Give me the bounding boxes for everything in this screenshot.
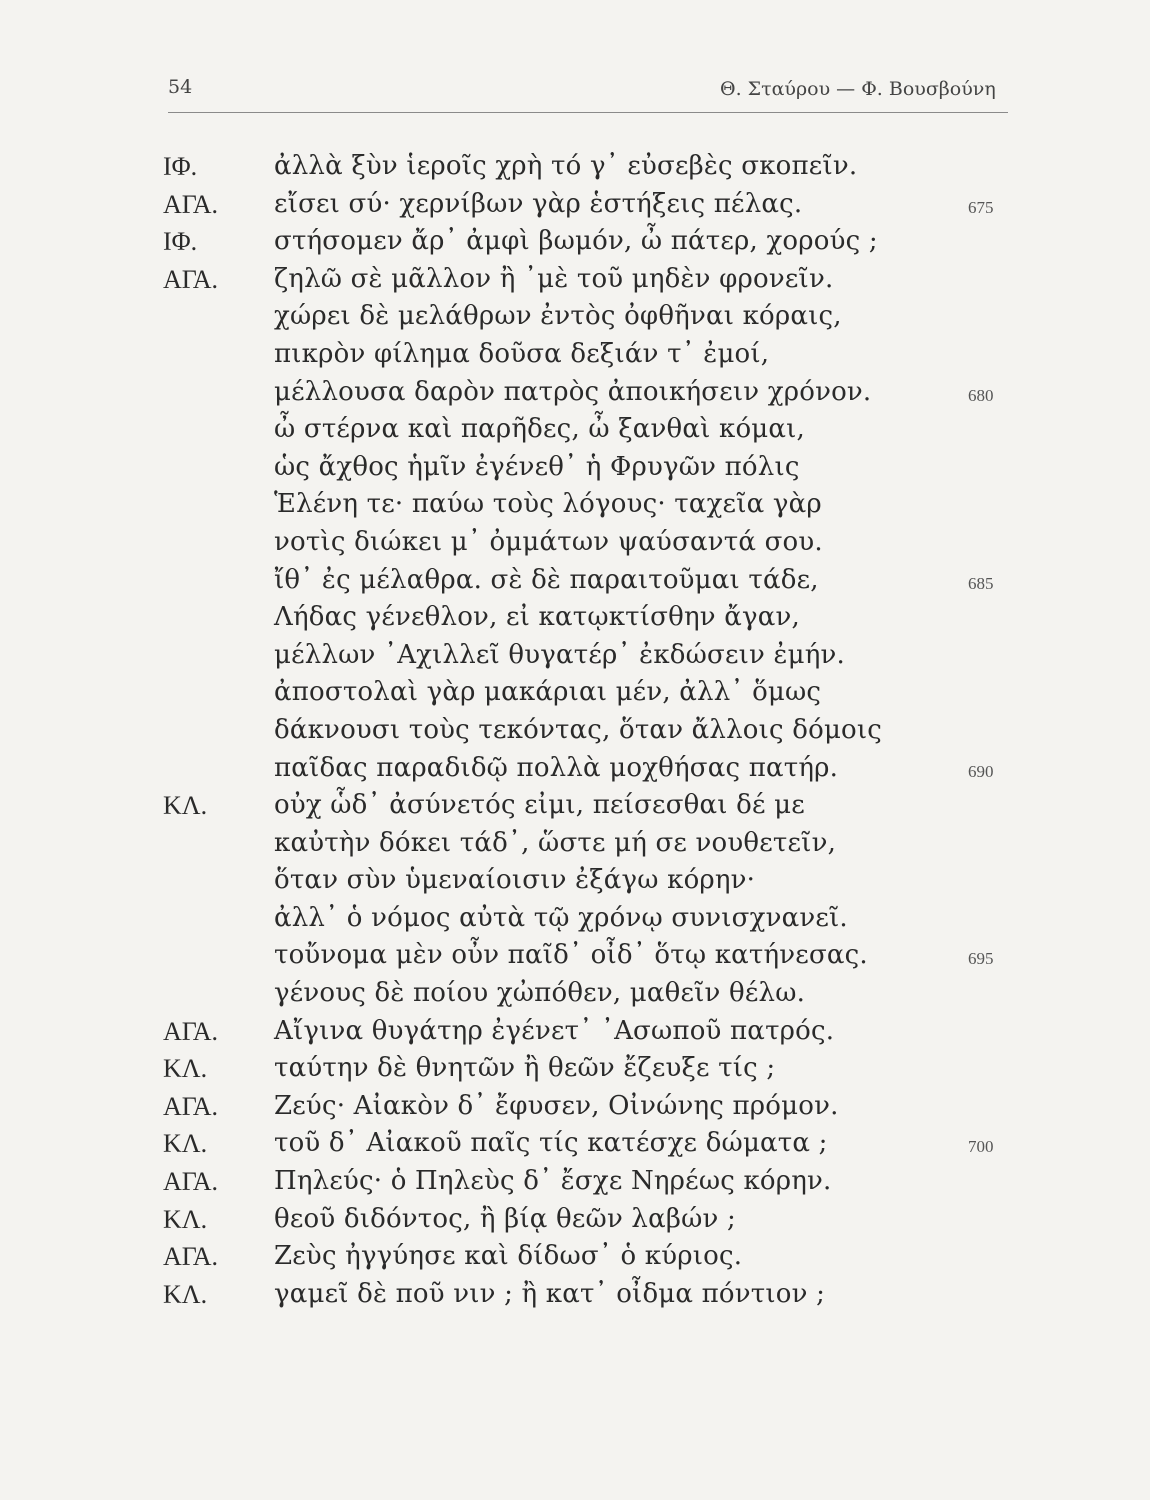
running-head: Θ. Σταύρου — Φ. Βουσβούνη	[720, 78, 996, 100]
verse-line	[0, 750, 1150, 788]
line-number: 690	[968, 761, 994, 781]
verse-line	[0, 223, 1150, 261]
line-number: 675	[968, 197, 994, 217]
verse-text: ὦ στέρνα καὶ παρῆδες, ὦ ξανθαὶ κόμαι,	[274, 414, 806, 445]
line-number: 685	[968, 573, 994, 593]
verse-line	[0, 261, 1150, 299]
verse-text: ταύτην δὲ θνητῶν ἢ θεῶν ἔζευξε τίς ;	[274, 1053, 776, 1084]
speaker-label: ΑΓΑ.	[163, 1016, 219, 1046]
speaker-label: ΚΛ.	[163, 1204, 208, 1234]
verse-line	[0, 787, 1150, 825]
verse-line	[0, 1163, 1150, 1201]
line-number: 695	[968, 949, 994, 969]
verse-line	[0, 374, 1150, 412]
verse-line	[0, 825, 1150, 863]
verse-line	[0, 1050, 1150, 1088]
speaker-label: ΑΓΑ.	[163, 189, 219, 219]
verse-text: μέλλων ᾽Αχιλλεῖ θυγατέρ᾽ ἐκδώσειν ἐμήν.	[274, 639, 846, 670]
verse-text: ὡς ἄχθος ἡμῖν ἐγένεθ᾽ ἡ Φρυγῶν πόλις	[274, 451, 800, 482]
speaker-label: ΑΓΑ.	[163, 1091, 219, 1121]
speaker-label: ΚΛ.	[163, 1054, 208, 1084]
verse-text: Αἴγινα θυγάτηρ ἐγένετ᾽ ᾽Ασωποῦ πατρός.	[274, 1015, 835, 1046]
verse-text: Πηλεύς· ὁ Πηλεὺς δ᾽ ἔσχε Νηρέως κόρην.	[274, 1166, 832, 1197]
verse-line	[0, 1201, 1150, 1239]
verse-line	[0, 1013, 1150, 1051]
speaker-label: ΑΓΑ.	[163, 1242, 219, 1272]
verse-text: στήσομεν ἄρ᾽ ἀμφὶ βωμόν, ὦ πάτερ, χορούς ;	[274, 226, 878, 257]
verse-line	[0, 674, 1150, 712]
verse-line	[0, 562, 1150, 600]
speaker-label: ΙΦ.	[163, 152, 198, 181]
verse-line	[0, 599, 1150, 637]
speaker-label: ΚΛ.	[163, 791, 208, 821]
verse-line	[0, 449, 1150, 487]
verse-text: οὐχ ὧδ᾽ ἀσύνετός εἰμι, πείσεσθαι δέ με	[274, 790, 805, 821]
verse-text: Ζεὺς ἠγγύησε καὶ δίδωσ᾽ ὁ κύριος.	[274, 1241, 743, 1272]
verse-line	[0, 637, 1150, 675]
verse-line	[0, 298, 1150, 336]
verse-line	[0, 411, 1150, 449]
verse-line	[0, 336, 1150, 374]
line-number: 680	[968, 385, 994, 405]
verse-text: γαμεῖ δὲ ποῦ νιν ; ἢ κατ᾽ οἶδμα πόντιον ;	[274, 1278, 826, 1309]
line-number: 700	[968, 1137, 994, 1157]
speaker-label: ΚΛ.	[163, 1279, 208, 1309]
verse-text: ἀποστολαὶ γὰρ μακάριαι μέν, ἀλλ᾽ ὅμως	[274, 677, 822, 708]
verse-text: εἴσει σύ· χερνίβων γὰρ ἑστήξεις πέλας.	[274, 188, 803, 219]
header-rule	[168, 112, 1008, 113]
verse-text: πικρὸν φίλημα δοῦσα δεξιάν τ᾽ ἐμοί,	[274, 338, 770, 369]
verse-line	[0, 1088, 1150, 1126]
verse-text: παῖδας παραδιδῷ πολλὰ μοχθήσας πατήρ.	[274, 752, 839, 783]
verse-line	[0, 712, 1150, 750]
verse-line	[0, 524, 1150, 562]
verse-text: νοτὶς διώκει μ᾽ ὀμμάτων ψαύσαντά σου.	[274, 526, 823, 557]
verse-text: τοὔνομα μὲν οὖν παῖδ᾽ οἶδ᾽ ὅτῳ κατήνεσας.	[274, 940, 868, 971]
verse-text: ἀλλὰ ξὺν ἱεροῖς χρὴ τό γ᾽ εὐσεβὲς σκοπεῖν.	[274, 151, 858, 181]
verse-text: ζηλῶ σὲ μᾶλλον ἢ ᾽μὲ τοῦ μηδὲν φρονεῖν.	[274, 263, 834, 294]
verse-line	[0, 486, 1150, 524]
verse-line	[0, 1238, 1150, 1276]
verse-text: μέλλουσα δαρὸν πατρὸς ἀποικήσειν χρόνον.	[274, 376, 872, 407]
verse-line	[0, 1276, 1150, 1314]
speaker-label: ΙΦ.	[163, 227, 198, 257]
verse-line	[0, 1125, 1150, 1163]
verse-line	[0, 148, 1150, 186]
verse-text: γένους δὲ ποίου χὠπόθεν, μαθεῖν θέλω.	[274, 978, 806, 1009]
verse-line	[0, 975, 1150, 1013]
verse-text: ἀλλ᾽ ὁ νόμος αὐτὰ τῷ χρόνῳ συνισχνανεῖ.	[274, 902, 848, 933]
verse-lines	[0, 148, 1150, 1313]
verse-text: ἴθ᾽ ἐς μέλαθρα. σὲ δὲ παραιτοῦμαι τάδε,	[274, 564, 819, 595]
verse-text: Λήδας γένεθλον, εἰ κατῳκτίσθην ἄγαν,	[274, 602, 800, 633]
verse-text: Ἑλένη τε· παύω τοὺς λόγους· ταχεῖα γὰρ	[274, 489, 822, 520]
verse-line	[0, 862, 1150, 900]
verse-text: χώρει δὲ μελάθρων ἐντὸς ὀφθῆναι κόραις,	[274, 301, 842, 332]
page-number: 54	[168, 76, 193, 98]
verse-text: καὐτὴν δόκει τάδ᾽, ὥστε μή σε νουθετεῖν,	[274, 827, 837, 858]
verse-text: ὅταν σὺν ὑμεναίοισιν ἐξάγω κόρην·	[274, 865, 756, 896]
verse-line	[0, 186, 1150, 224]
speaker-label: ΑΓΑ.	[163, 1167, 219, 1197]
verse-text: θεοῦ διδόντος, ἢ βίᾳ θεῶν λαβών ;	[274, 1203, 736, 1234]
verse-text: Ζεύς· Αἰακὸν δ᾽ ἔφυσεν, Οἰνώνης πρόμον.	[274, 1090, 839, 1121]
verse-text: δάκνουσι τοὺς τεκόντας, ὅταν ἄλλοις δόμοις	[274, 714, 883, 745]
verse-line	[0, 900, 1150, 938]
speaker-label: ΑΓΑ.	[163, 264, 219, 294]
speaker-label: ΚΛ.	[163, 1129, 208, 1159]
verse-line	[0, 937, 1150, 975]
verse-text: τοῦ δ᾽ Αἰακοῦ παῖς τίς κατέσχε δώματα ;	[274, 1128, 828, 1159]
